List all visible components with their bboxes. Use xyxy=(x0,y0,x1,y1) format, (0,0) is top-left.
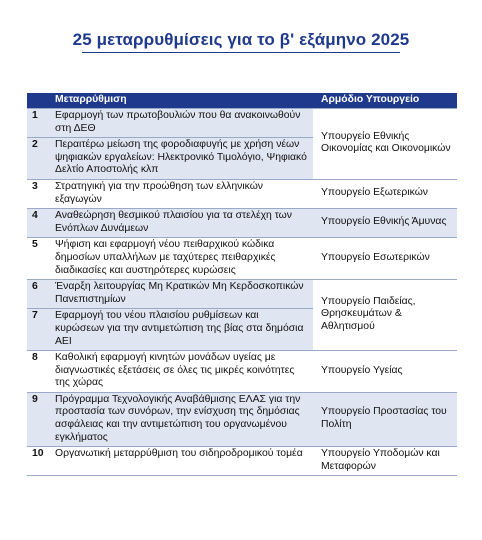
row-number: 4 xyxy=(27,209,51,238)
table-row xyxy=(27,179,457,208)
title-underline xyxy=(82,52,400,53)
table-row xyxy=(27,351,457,393)
row-reform: Πρόγραμμα Τεχνολογικής Αναβάθμισης ΕΛΑΣ για την προστασία των συνόρων, την ενίσχυση της δημόσιας ασφάλειας και την αντιμετώπιση του οργανωμένου εγκλήματος xyxy=(51,392,313,446)
table-row xyxy=(27,392,457,446)
row-ministry: Υπουργείο Εσωτερικών xyxy=(313,238,457,280)
row-ministry: Υπουργείο Υγείας xyxy=(313,351,457,393)
row-reform: Στρατηγική για την προώθηση των ελληνικών εξαγωγών xyxy=(51,179,313,208)
row-number: 8 xyxy=(27,351,51,393)
header-number xyxy=(27,93,51,109)
row-reform: Καθολική εφαρμογή κινητών μονάδων υγείας με διαγνωστικές εξετάσεις σε όλες τις μικρές κοινότητες της χώρας xyxy=(51,351,313,393)
table-row xyxy=(27,109,457,138)
row-reform: Εφαρμογή του νέου πλαισίου ρυθμίσεων και κυρώσεων για την αντιμετώπιση της βίας στα δημόσια ΑΕΙ xyxy=(51,309,313,351)
row-ministry: Υπουργείο Εξωτερικών xyxy=(313,179,457,208)
row-number: 10 xyxy=(27,447,51,476)
row-number: 5 xyxy=(27,238,51,280)
row-number: 7 xyxy=(27,309,51,351)
header-ministry: Αρμόδιο Υπουργείο xyxy=(313,93,457,109)
table-row xyxy=(27,280,457,309)
row-number: 3 xyxy=(27,179,51,208)
row-number: 2 xyxy=(27,138,51,180)
row-ministry: Υπουργείο Εθνικής Άμυνας xyxy=(313,209,457,238)
table-header-row xyxy=(27,93,457,109)
row-ministry: Υπουργείο Εθνικής Οικονομίας και Οικονομικών xyxy=(313,109,457,180)
row-number: 1 xyxy=(27,109,51,138)
row-reform: Οργανωτική μεταρρύθμιση του σιδηροδρομικού τομέα xyxy=(51,447,313,476)
header-reform: Μεταρρύθμιση xyxy=(51,93,313,109)
row-reform: Εφαρμογή των πρωτοβουλιών που θα ανακοινωθούν στη ΔΕΘ xyxy=(51,109,313,138)
row-number: 6 xyxy=(27,280,51,309)
table-row xyxy=(27,209,457,238)
row-reform: Περαιτέρω μείωση της φοροδιαφυγής με χρήση νέων ψηφιακών εργαλείων: Ηλεκτρονικό Τιμολόγιο, Ψηφιακό Δελτίο Αποστολής κλπ xyxy=(51,138,313,180)
row-ministry: Υπουργείο Προστασίας του Πολίτη xyxy=(313,392,457,446)
reforms-table xyxy=(27,93,457,476)
row-reform: Αναθεώρηση θεσμικού πλαισίου για τα στελέχη των Ενόπλων Δυνάμεων xyxy=(51,209,313,238)
table-row xyxy=(27,238,457,280)
table-row xyxy=(27,447,457,476)
row-ministry: Υπουργείο Παιδείας, Θρησκευμάτων & Αθλητισμού xyxy=(313,280,457,351)
row-ministry: Υπουργείο Υποδομών και Μεταφορών xyxy=(313,447,457,476)
row-number: 9 xyxy=(27,392,51,446)
row-reform: Έναρξη λειτουργίας Μη Κρατικών Μη Κερδοσκοπικών Πανεπιστημίων xyxy=(51,280,313,309)
row-reform: Ψήφιση και εφαρμογή νέου πειθαρχικού κώδικα δημοσίων υπαλλήλων με ταχύτερες πειθαρχικές διαδικασίες και αυστηρότερες κυρώσεις xyxy=(51,238,313,280)
page-title: 25 μεταρρυθμίσεις για το β' εξάμηνο 2025 xyxy=(72,30,410,49)
